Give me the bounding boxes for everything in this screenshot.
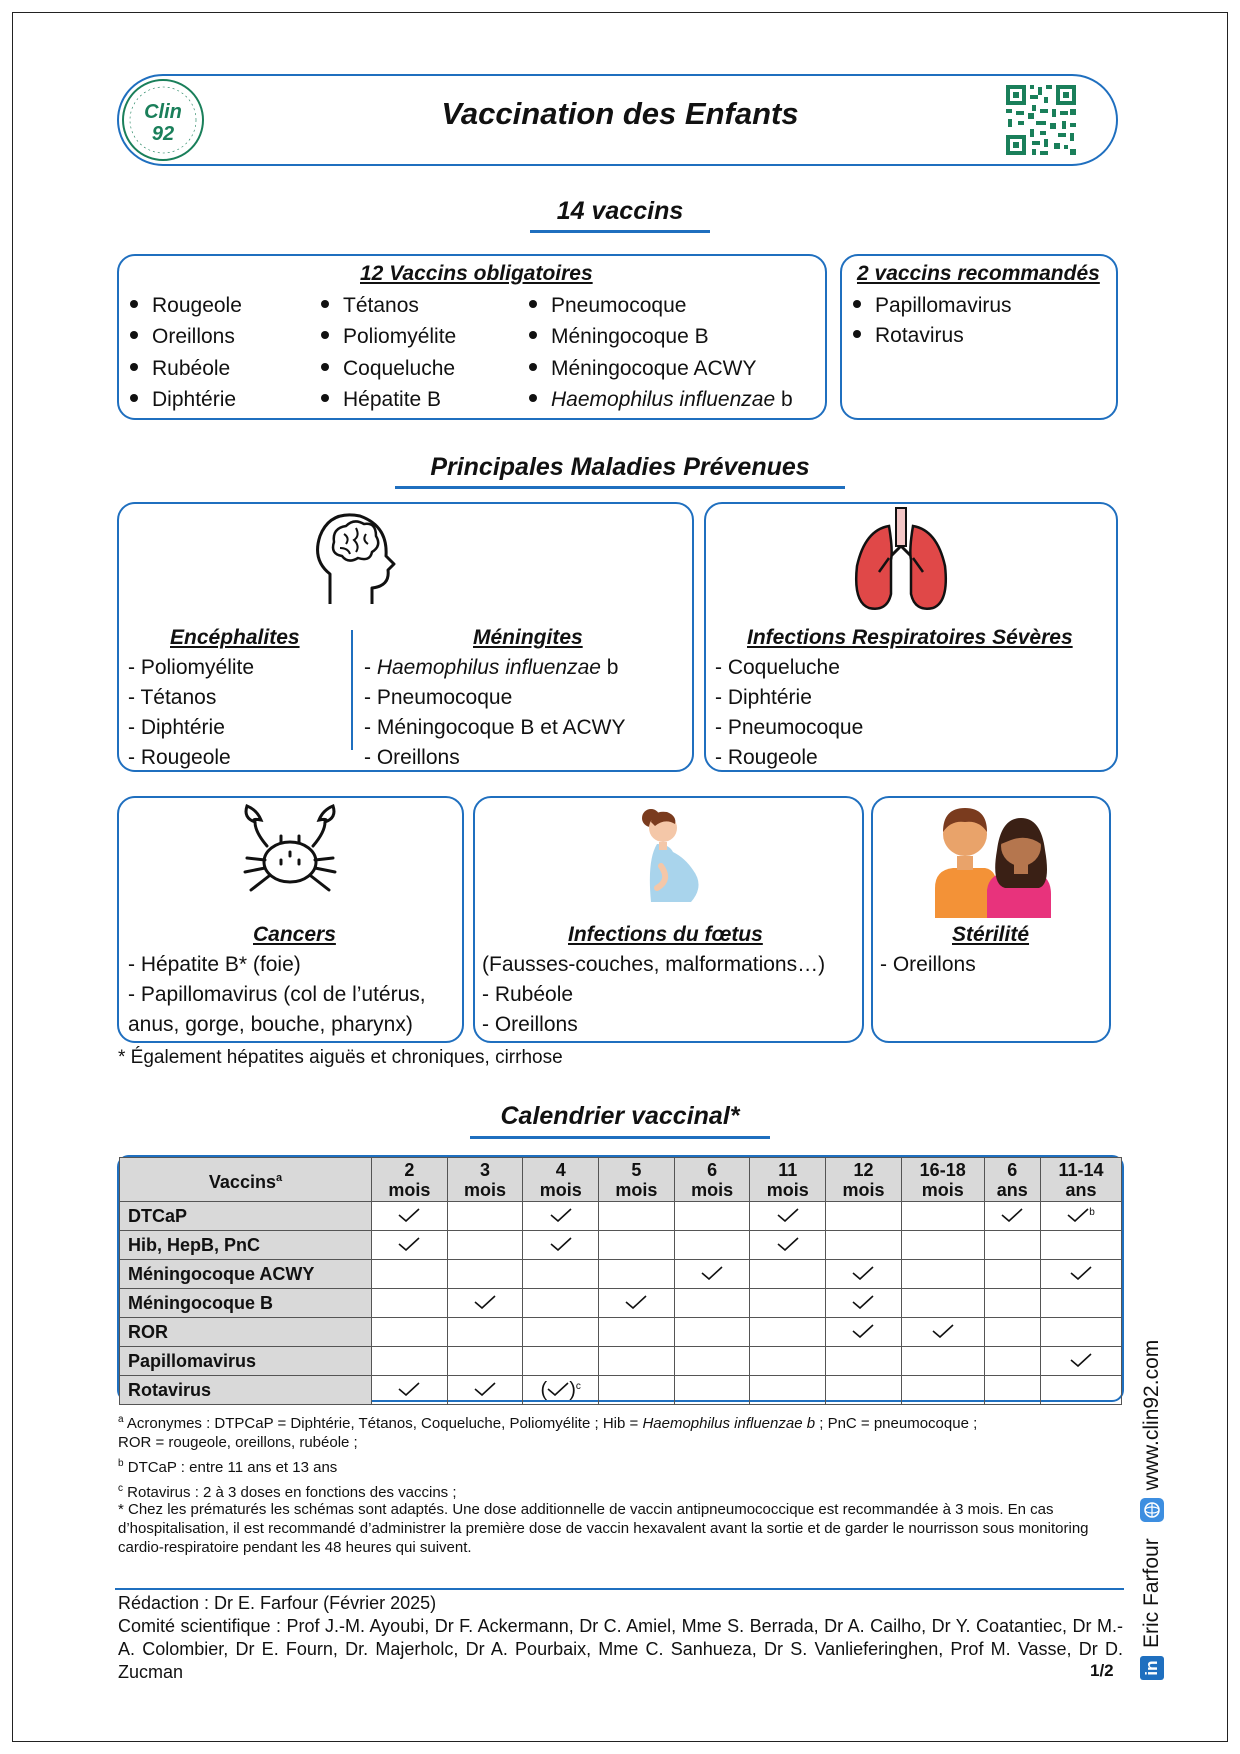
list-item: Rougeole — [130, 294, 242, 318]
schedule-cell — [372, 1376, 448, 1405]
disease-item: anus, gorge, bouche, pharynx) — [128, 1013, 413, 1036]
check-icon — [474, 1293, 496, 1313]
author-name: Eric Farfour — [1140, 1538, 1163, 1648]
table-row — [120, 1260, 1122, 1289]
footer-comite: Comité scientifique : Prof J.-M. Ayoubi, Dr F. Ackermann, Dr C. Amiel, Mme S. Berrada, Dr A. Cailho, Dr Y. Coatantiec, Dr M.-A. Colombier, Dr E. Fourn, Dr. Majerholc, Dr A. Pourbaix, Mme C. Sanhueza, Dr S. Vanlieferinghen, Prof M. Vasse, Dr D. Zucman — [118, 1616, 1123, 1682]
vaccine-name: Méningocoque B — [120, 1289, 372, 1318]
list-item: Papillomavirus — [853, 294, 1012, 318]
section-underline — [530, 230, 710, 233]
lungs-icon — [851, 506, 951, 614]
check-icon — [398, 1206, 420, 1226]
schedule-cell — [447, 1202, 523, 1231]
schedule-cell — [750, 1202, 826, 1231]
crab-icon — [237, 802, 343, 898]
schedule-cell — [599, 1202, 675, 1231]
header-age-column: 6 ans — [984, 1158, 1040, 1202]
schedule-cell — [984, 1202, 1040, 1231]
disease-item: - Papillomavirus (col de l’utérus, — [128, 983, 426, 1006]
table-row — [120, 1289, 1122, 1318]
check-icon — [550, 1235, 572, 1255]
list-item: Haemophilus influenzae b — [529, 388, 793, 412]
website-link[interactable]: www.clin92.com — [1140, 1339, 1163, 1491]
footnote-c: $^c$ Rotavirus : 2 à 3 doses en fonctions des vaccins ; — [118, 1483, 457, 1501]
vaccine-name: Papillomavirus — [120, 1347, 372, 1376]
couple-icon — [931, 804, 1053, 918]
vaccination-schedule-table — [119, 1157, 1122, 1405]
schedule-cell — [826, 1347, 902, 1376]
header-age-column: 11 mois — [750, 1158, 826, 1202]
schedule-cell — [901, 1318, 984, 1347]
schedule-cell — [372, 1318, 448, 1347]
header-vaccins: Vaccins$^a$ — [120, 1158, 372, 1202]
schedule-cell — [372, 1347, 448, 1376]
check-icon — [852, 1264, 874, 1284]
schedule-cell — [901, 1231, 984, 1260]
schedule-cell — [674, 1231, 750, 1260]
schedule-cell — [674, 1318, 750, 1347]
schedule-cell — [447, 1289, 523, 1318]
check-icon — [852, 1322, 874, 1342]
schedule-cell — [523, 1231, 599, 1260]
section-underline — [470, 1136, 770, 1139]
page-number: 1/2 — [1090, 1661, 1114, 1680]
schedule-cell — [750, 1376, 826, 1405]
schedule-cell — [826, 1376, 902, 1405]
table-row — [120, 1231, 1122, 1260]
schedule-cell — [599, 1318, 675, 1347]
schedule-cell — [599, 1260, 675, 1289]
disease-item: - Oreillons — [364, 746, 460, 769]
disease-item: - Tétanos — [128, 686, 217, 709]
column-divider — [351, 630, 353, 750]
side-credits — [1136, 1320, 1168, 1680]
hepatite-note: * Également hépatites aiguës et chroniques, cirrhose — [118, 1047, 563, 1068]
check-icon — [1001, 1206, 1023, 1226]
schedule-cell — [674, 1347, 750, 1376]
list-item: Oreillons — [130, 325, 235, 349]
check-icon — [932, 1322, 954, 1342]
schedule-cell — [750, 1231, 826, 1260]
schedule-cell — [674, 1376, 750, 1405]
list-item: Coqueluche — [321, 357, 455, 381]
vaccine-name: ROR — [120, 1318, 372, 1347]
schedule-cell — [674, 1260, 750, 1289]
disease-item: - Poliomyélite — [128, 656, 255, 679]
header-age-column: 3 mois — [447, 1158, 523, 1202]
vaccine-name: Hib, HepB, PnC — [120, 1231, 372, 1260]
list-item: Rubéole — [130, 357, 230, 381]
schedule-cell — [901, 1289, 984, 1318]
check-icon — [777, 1235, 799, 1255]
list-item: Poliomyélite — [321, 325, 456, 349]
disease-item: - Rougeole — [128, 746, 231, 769]
header-age-column: 5 mois — [599, 1158, 675, 1202]
vaccine-name: DTCaP — [120, 1202, 372, 1231]
pregnant-woman-icon — [627, 802, 709, 912]
table-row — [120, 1347, 1122, 1376]
table-row — [120, 1376, 1122, 1405]
schedule-cell — [1040, 1231, 1121, 1260]
brain-head-icon — [310, 508, 400, 608]
schedule-cell — [599, 1289, 675, 1318]
footnote-a: $^a$ Acronymes : DTPCaP = Diphtérie, Tétanos, Coqueluche, Poliomyélite ; Hib = Haemophilus influenzae b ; PnC = pneumocoque ; ROR = rougeole, oreillons, rubéole ; — [118, 1414, 978, 1451]
recommended-heading: 2 vaccins recommandés — [857, 262, 1100, 285]
foetus-heading: Infections du fœtus — [568, 923, 763, 946]
schedule-cell — [523, 1202, 599, 1231]
footnote-b: $^b$ DTCaP : entre 11 ans et 13 ans — [118, 1458, 338, 1476]
check-icon — [701, 1264, 723, 1284]
header-age-column: 11-14 ans — [1040, 1158, 1121, 1202]
schedule-cell — [599, 1347, 675, 1376]
check-icon — [474, 1380, 496, 1400]
schedule-cell — [523, 1289, 599, 1318]
schedule-cell — [901, 1376, 984, 1405]
footer-redaction: Rédaction : Dr E. Farfour (Février 2025) — [118, 1593, 437, 1613]
list-item: Hépatite B — [321, 388, 441, 412]
list-item: Pneumocoque — [529, 294, 686, 318]
schedule-cell — [674, 1202, 750, 1231]
schedule-cell — [750, 1289, 826, 1318]
schedule-cell — [447, 1260, 523, 1289]
table-header-row — [120, 1158, 1122, 1202]
section-title-calendrier: Calendrier vaccinal* — [500, 1102, 740, 1130]
encephalites-heading: Encéphalites — [170, 626, 300, 649]
check-icon — [1067, 1206, 1089, 1226]
schedule-cell — [1040, 1347, 1121, 1376]
disease-item: - Méningocoque B et ACWY — [364, 716, 626, 739]
schedule-cell — [523, 1318, 599, 1347]
disease-item: - Oreillons — [880, 953, 976, 976]
respiratory-heading: Infections Respiratoires Sévères — [747, 626, 1073, 649]
schedule-cell: b — [1040, 1202, 1121, 1231]
schedule-cell — [901, 1347, 984, 1376]
schedule-cell — [599, 1376, 675, 1405]
check-icon — [398, 1235, 420, 1255]
header-age-column: 6 mois — [674, 1158, 750, 1202]
schedule-cell — [523, 1347, 599, 1376]
svg-text:Clin: Clin — [144, 101, 182, 123]
disease-item: - Diphtérie — [715, 686, 812, 709]
footer-divider — [115, 1588, 1124, 1590]
section-title-vaccins: 14 vaccins — [556, 197, 684, 225]
header-age-column: 12 mois — [826, 1158, 902, 1202]
check-icon — [1070, 1264, 1092, 1284]
schedule-cell — [984, 1318, 1040, 1347]
vaccine-name: Rotavirus — [120, 1376, 372, 1405]
schedule-cell — [984, 1347, 1040, 1376]
schedule-cell — [1040, 1376, 1121, 1405]
schedule-cell — [901, 1260, 984, 1289]
check-icon — [777, 1206, 799, 1226]
disease-item: - Coqueluche — [715, 656, 840, 679]
disease-item: - Rubéole — [482, 983, 574, 1006]
schedule-cell — [901, 1202, 984, 1231]
list-item: Rotavirus — [853, 324, 964, 348]
schedule-cell — [750, 1318, 826, 1347]
header-age-column: 16-18 mois — [901, 1158, 984, 1202]
disease-item: - Oreillons — [482, 1013, 578, 1036]
check-icon — [547, 1380, 569, 1400]
disease-item: - Hépatite B* (foie) — [128, 953, 301, 976]
schedule-cell — [674, 1289, 750, 1318]
schedule-cell — [984, 1260, 1040, 1289]
schedule-cell — [372, 1202, 448, 1231]
check-icon — [625, 1293, 647, 1313]
svg-text:92: 92 — [151, 123, 175, 145]
page-title: Vaccination des Enfants — [441, 96, 799, 131]
vaccine-name: Méningocoque ACWY — [120, 1260, 372, 1289]
disease-item: - Diphtérie — [128, 716, 225, 739]
linkedin-icon[interactable]: in — [1140, 1656, 1164, 1680]
table-row — [120, 1202, 1122, 1231]
schedule-cell — [372, 1231, 448, 1260]
list-item: Méningocoque B — [529, 325, 709, 349]
schedule-cell — [984, 1376, 1040, 1405]
schedule-cell: ( )$^c$ — [523, 1376, 599, 1405]
meningites-heading: Méningites — [473, 626, 583, 649]
header-age-column: 4 mois — [523, 1158, 599, 1202]
list-item: Tétanos — [321, 294, 419, 318]
disease-item: - Rougeole — [715, 746, 818, 769]
table-row — [120, 1318, 1122, 1347]
schedule-cell — [1040, 1260, 1121, 1289]
schedule-cell — [750, 1260, 826, 1289]
schedule-cell — [984, 1231, 1040, 1260]
footnote-star: * Chez les prématurés les schémas sont adaptés. Une dose additionnelle de vaccin antipneumococcique est recommandée à 3 mois. En cas d’hospitalisation, il est recommandé d’administrer la première dose de vaccin hexavalent avant la sortie et de garder le nourrisson sous monitoring cardio-respiratoire pendant les 48 heures qui suivent. — [118, 1501, 1089, 1556]
schedule-cell — [826, 1231, 902, 1260]
cancers-heading: Cancers — [253, 923, 336, 946]
schedule-cell — [1040, 1289, 1121, 1318]
schedule-cell — [984, 1289, 1040, 1318]
sterilite-heading: Stérilité — [952, 923, 1030, 946]
disease-item: (Fausses-couches, malformations…) — [482, 953, 826, 976]
disease-item: - Pneumocoque — [715, 716, 864, 739]
schedule-cell — [826, 1202, 902, 1231]
check-icon — [1070, 1351, 1092, 1371]
schedule-cell — [372, 1289, 448, 1318]
schedule-cell — [447, 1376, 523, 1405]
schedule-cell — [523, 1260, 599, 1289]
section-underline — [395, 486, 845, 489]
header-age-column: 2 mois — [372, 1158, 448, 1202]
check-icon — [852, 1293, 874, 1313]
schedule-cell — [447, 1347, 523, 1376]
check-icon — [398, 1380, 420, 1400]
globe-icon[interactable] — [1140, 1498, 1164, 1522]
schedule-cell — [1040, 1318, 1121, 1347]
disease-item: - Haemophilus influenzae b — [364, 656, 619, 679]
schedule-cell — [447, 1318, 523, 1347]
check-icon — [550, 1206, 572, 1226]
list-item: Diphtérie — [130, 388, 236, 412]
schedule-cell — [826, 1260, 902, 1289]
schedule-cell — [599, 1231, 675, 1260]
schedule-cell — [826, 1318, 902, 1347]
section-title-maladies: Principales Maladies Prévenues — [430, 453, 810, 481]
list-item: Méningocoque ACWY — [529, 357, 756, 381]
qr-code-icon[interactable] — [1004, 83, 1078, 157]
schedule-cell — [750, 1347, 826, 1376]
schedule-cell — [826, 1289, 902, 1318]
schedule-cell — [447, 1231, 523, 1260]
schedule-cell — [372, 1260, 448, 1289]
obligatory-heading: 12 Vaccins obligatoires — [360, 262, 593, 285]
disease-item: - Pneumocoque — [364, 686, 513, 709]
